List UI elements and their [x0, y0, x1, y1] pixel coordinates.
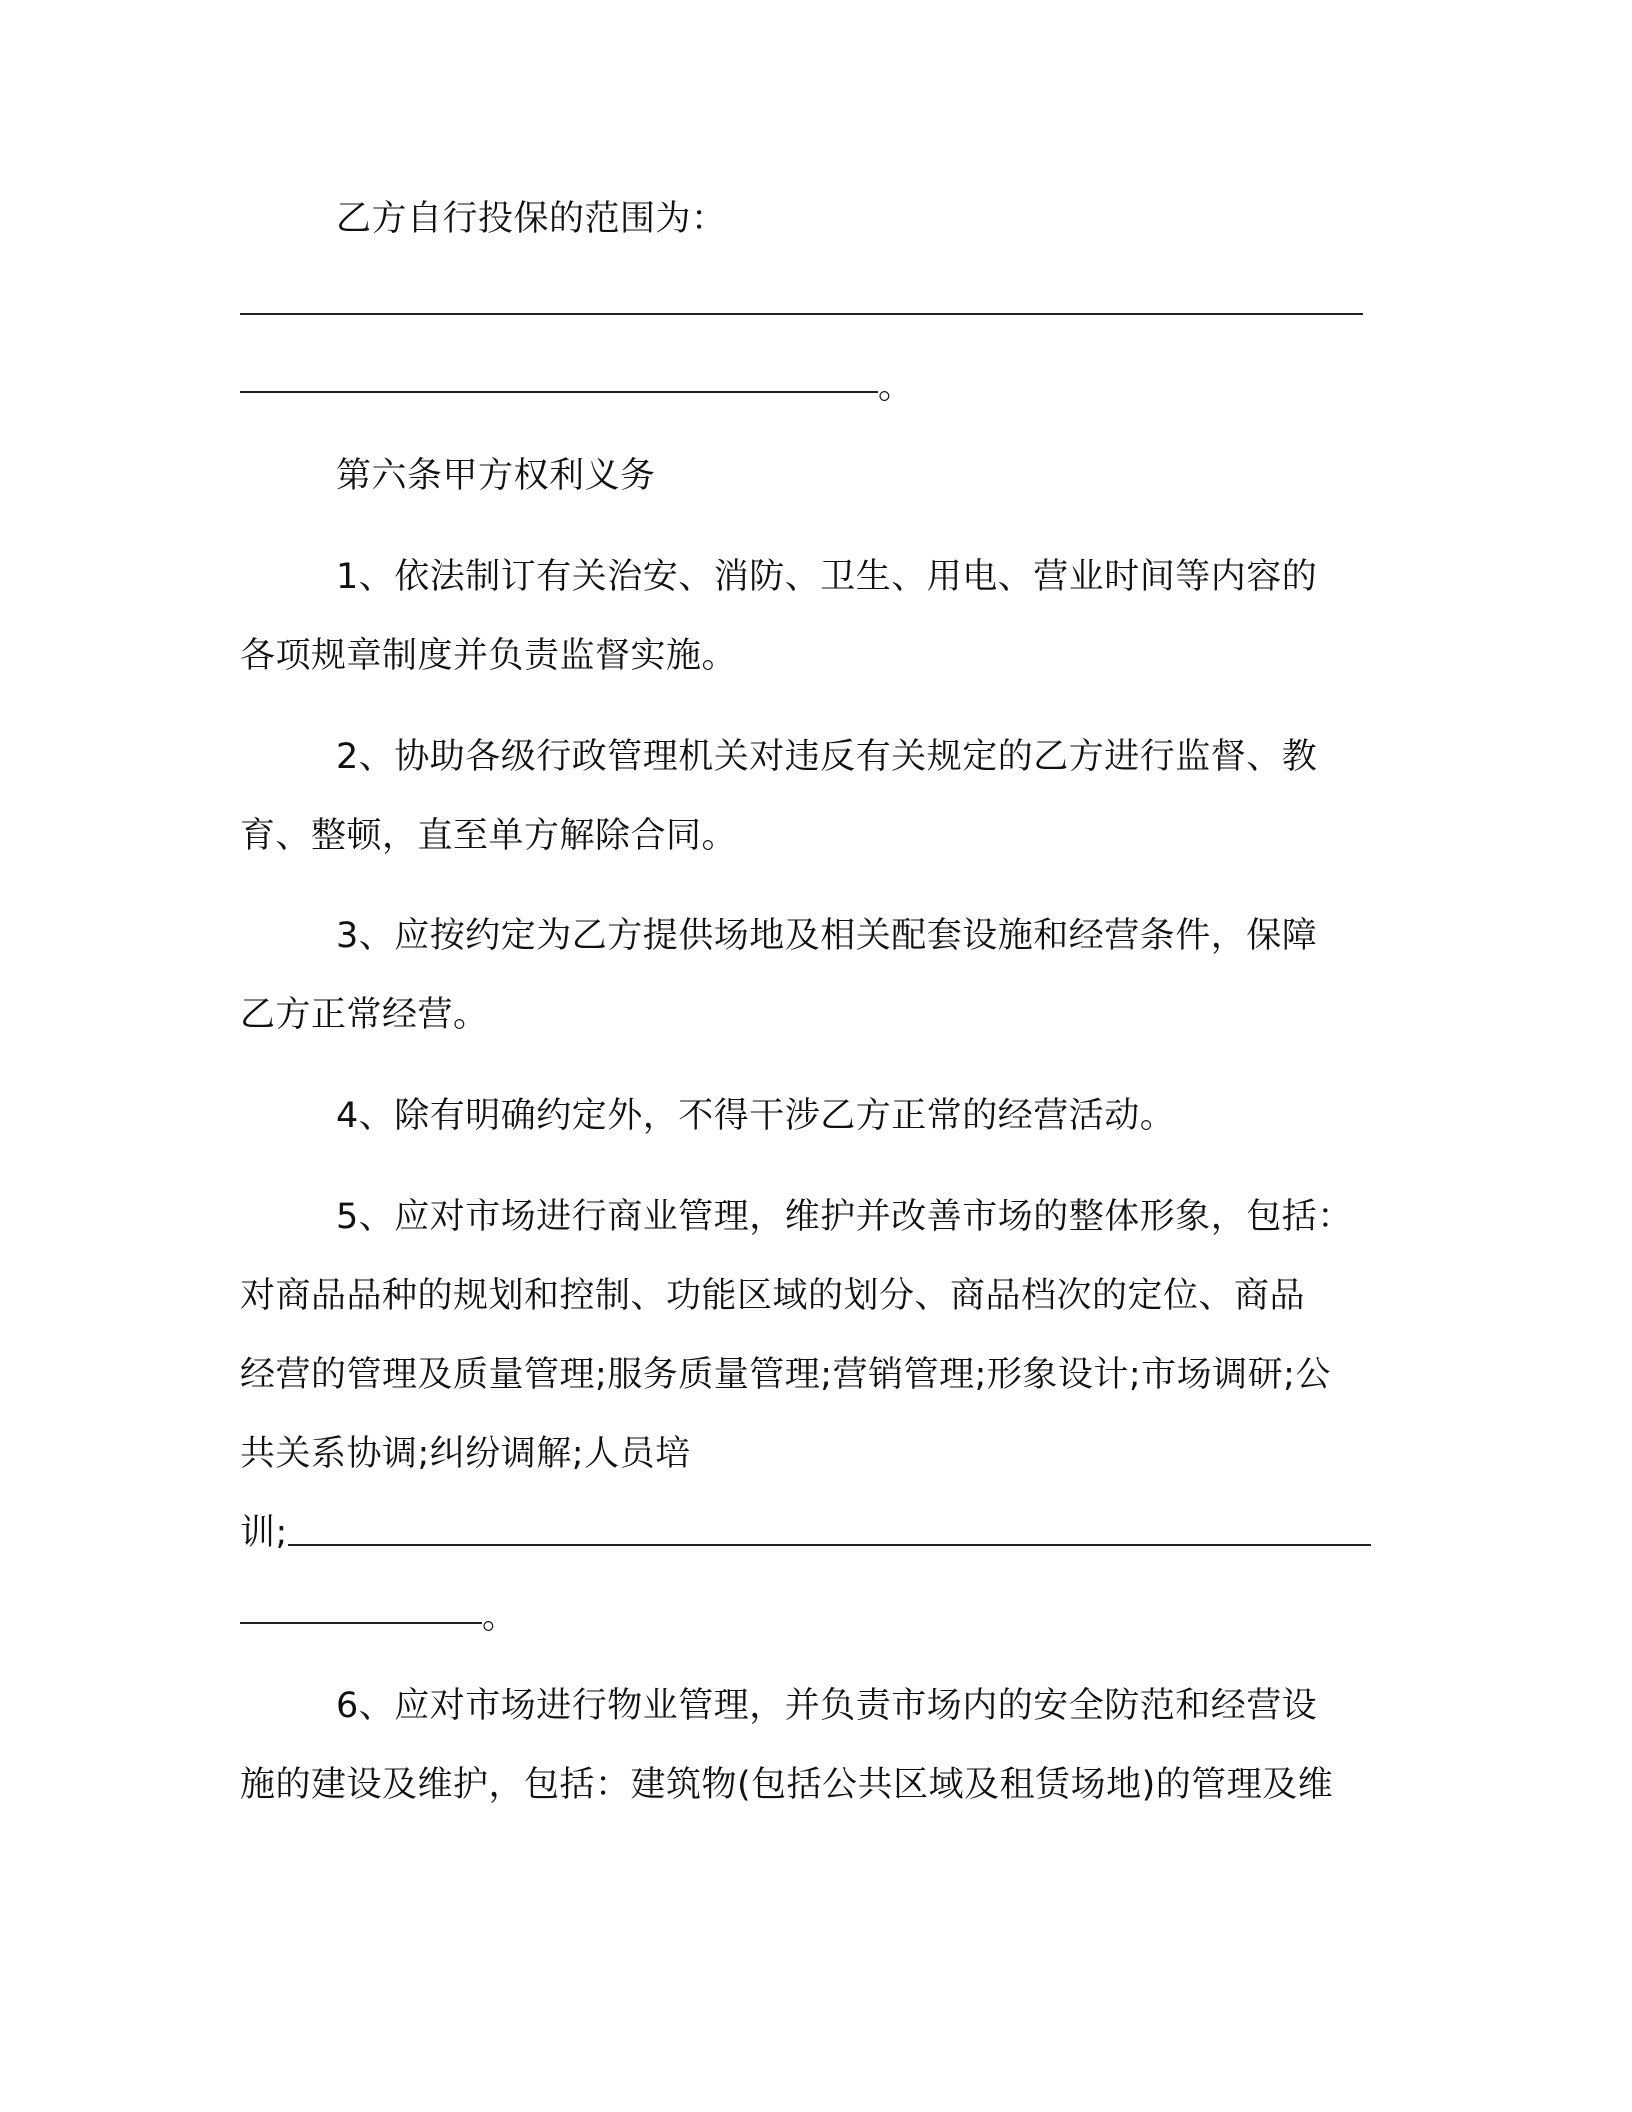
blank-line: [240, 391, 878, 393]
item3-line2: 乙方正常经营。: [240, 995, 489, 1035]
article6-heading: 第六条甲方权利义务: [336, 456, 656, 496]
item6-line1: 6、应对市场进行物业管理，并负责市场内的安全防范和经营设: [336, 1686, 1318, 1726]
item2-line1: 2、协助各级行政管理机关对违反有关规定的乙方进行监督、教: [336, 737, 1318, 777]
item3-line1: 3、应按约定为乙方提供场地及相关配套设施和经营条件，保障: [336, 916, 1318, 956]
item6-line2: 施的建设及维护，包括：建筑物(包括公共区域及租赁场地)的管理及维: [240, 1765, 1334, 1805]
insurance-scope-end: 。: [878, 367, 914, 407]
blank-line: [288, 1544, 1371, 1546]
item5-line4: 共关系协调;纠纷调解;人员培: [240, 1434, 691, 1474]
item5-line3: 经营的管理及质量管理;服务质量管理;营销管理;形象设计;市场调研;公: [240, 1355, 1331, 1395]
item1-line2: 各项规章制度并负责监督实施。: [240, 636, 738, 676]
insurance-scope-label: 乙方自行投保的范围为：: [336, 199, 727, 239]
item5-line2: 对商品品种的规划和控制、功能区域的划分、商品档次的定位、商品: [240, 1276, 1306, 1316]
item1-line1: 1、依法制订有关治安、消防、卫生、用电、营业时间等内容的: [336, 557, 1318, 597]
item4-line1: 4、除有明确约定外，不得干涉乙方正常的经营活动。: [336, 1096, 1176, 1136]
blank-line: [240, 1622, 482, 1624]
blank-line: [240, 313, 1363, 315]
item5-end: 。: [482, 1597, 518, 1637]
item2-line2: 育、整顿，直至单方解除合同。: [240, 816, 738, 856]
item5-line1: 5、应对市场进行商业管理，维护并改善市场的整体形象，包括：: [336, 1197, 1353, 1237]
item5-line5: 训;: [240, 1513, 288, 1553]
